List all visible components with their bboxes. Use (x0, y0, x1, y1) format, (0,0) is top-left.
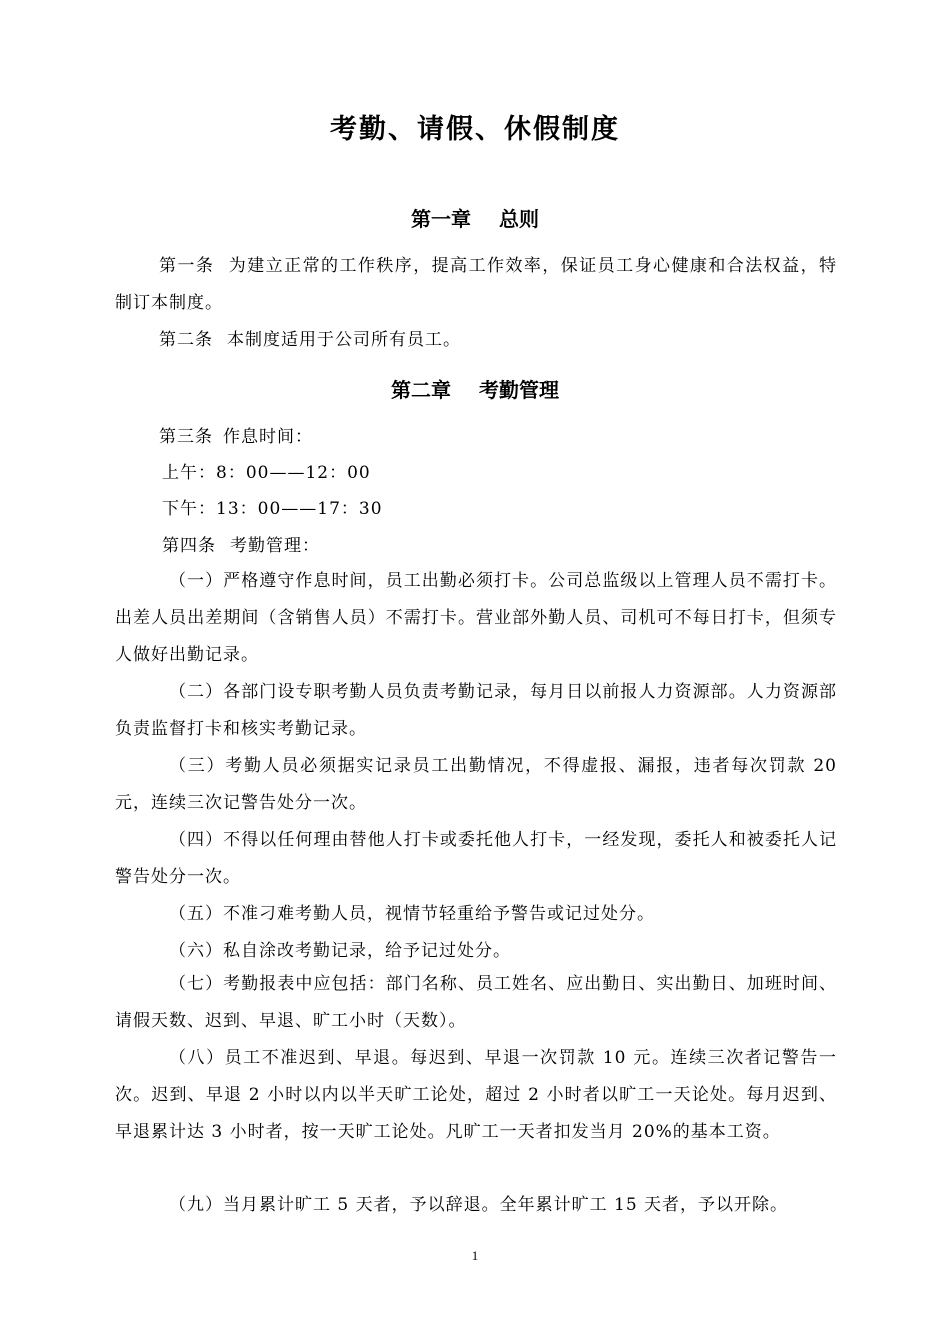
document-title: 考勤、请假、休假制度 (330, 114, 620, 145)
page-number: 1 (471, 1248, 479, 1263)
article-3 (159, 426, 313, 448)
schedule-afternoon: 下午：13：00——17：30 (162, 499, 383, 519)
article-4-item-7: （七）考勤报表中应包括：部门名称、员工姓名、应出勤日、实出勤日、加班时间、请假天数、迟到、早退、旷工小时（天数）。 (115, 974, 837, 1031)
chapter-2-heading (0, 374, 950, 403)
article-4-item-3: （三）考勤人员必须据实记录员工出勤情况，不得虚报、漏报，违者每次罚款 20 元，连续三次记警告处分一次。 (115, 756, 837, 813)
article-2-label: 第二条 (159, 330, 213, 350)
article-3-label: 第三条 (159, 427, 213, 447)
chapter-2-name: 考勤管理 (479, 378, 559, 402)
article-2-text: 本制度适用于公司所有员工。 (227, 330, 461, 350)
chapter-1-name: 总则 (499, 207, 539, 231)
article-4-item-6: （六）私自涂改考勤记录，给予记过处分。 (169, 941, 511, 961)
article-4-item-9: （九）当月累计旷工 5 天者，予以辞退。全年累计旷工 15 天者，予以开除。 (169, 1195, 789, 1215)
article-4-item-4: （四）不得以任何理由替他人打卡或委托他人打卡，一经发现，委托人和被委托人记警告处分一次。 (115, 830, 837, 887)
chapter-1-heading (0, 203, 950, 232)
article-4-item-2: （二）各部门设专职考勤人员负责考勤记录，每月日以前报人力资源部。人力资源部负责监督打卡和核实考勤记录。 (115, 682, 837, 739)
chapter-2-label: 第二章 (391, 378, 451, 402)
article-4 (162, 535, 320, 557)
schedule-morning: 上午：8：00——12：00 (162, 463, 371, 483)
chapter-1-label: 第一章 (411, 207, 471, 231)
article-1-text: 为建立正常的工作秩序，提高工作效率，保证员工身心健康和合法权益，特制订本制度。 (115, 256, 838, 313)
article-4-label: 第四条 (162, 536, 216, 556)
article-1 (115, 248, 837, 322)
article-4-item-5: （五）不准刁难考勤人员，视情节轻重给予警告或记过处分。 (169, 904, 655, 924)
article-3-text: 作息时间： (223, 427, 313, 447)
article-4-item-8: （八）员工不准迟到、早退。每迟到、早退一次罚款 10 元。连续三次者记警告一次。迟到、早退 2 小时以内以半天旷工论处，超过 2 小时者以旷工一天论处。每月迟到、早退累计达 3 小时者，按一天旷工论处。凡旷工一天者扣发当月 20%的基本工资。 (115, 1048, 837, 1142)
article-1-label: 第一条 (159, 256, 215, 276)
article-2 (115, 322, 837, 359)
article-4-text: 考勤管理： (230, 536, 320, 556)
article-4-item-1: （一）严格遵守作息时间，员工出勤必须打卡。公司总监级以上管理人员不需打卡。出差人员出差期间（含销售人员）不需打卡。营业部外勤人员、司机可不每日打卡，但须专人做好出勤记录。 (115, 571, 837, 665)
